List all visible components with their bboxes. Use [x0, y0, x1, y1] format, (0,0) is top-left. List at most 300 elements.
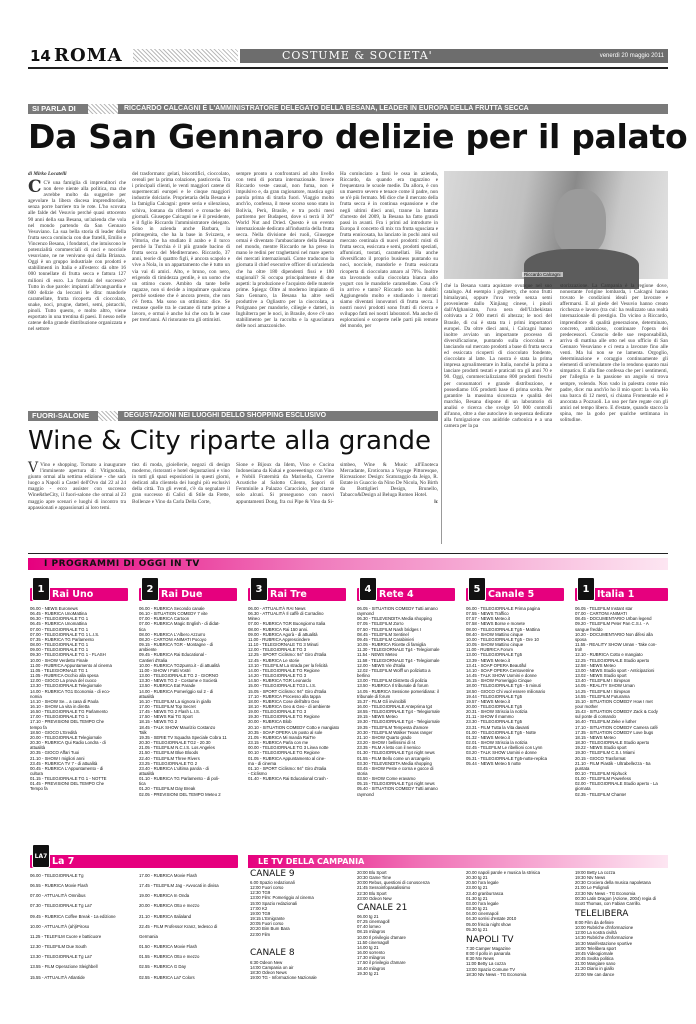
- schedule-item: 17.10 - RUBRICA Processo alla tappa: [248, 693, 321, 699]
- schedule-item: 01.40 - RUBRICA Rai Educational Crash -: [248, 776, 329, 782]
- schedule-item: 11.00 - RUBRICA Appuntamento al cinema: [30, 662, 112, 668]
- schedule-item: 07.57 - NEWS Meteo.it: [466, 616, 510, 622]
- schedule-item: 15.00 - TELEGIORNALE TG3 L.I.S.: [248, 683, 317, 689]
- schedule-telelibera: [575, 920, 668, 977]
- schedule-item: 06.55 - RUBRICA Movie Flash: [30, 883, 89, 889]
- schedule-item: 14.05 - RUBRICA Sessione pomeridiana: il: [357, 688, 439, 694]
- schedule-item: 00.10 - TELEFILM Nip/tuck: [575, 771, 627, 776]
- schedule-item: 13.00 - TELEGIORNALE TG 2 - GIORNO: [139, 673, 219, 679]
- rete4-logo: 4: [359, 577, 377, 601]
- schedule-item: 03.50 - SHOW Come eravamo: [357, 776, 416, 782]
- schedule-item: 23.20 - SHOW I bellissimi di r4: [357, 740, 416, 746]
- schedule-item: 06.05 - SITUATION COMEDY Tutti amano: [357, 606, 438, 611]
- schedule-item: 08.40 - SHOW Mattino cinque: [466, 631, 524, 637]
- schedule-item: 20.00 - RUBRICA Otto e mezzo: [139, 903, 200, 909]
- schedule-item: 08.20 - CARTONI ANIMATI Pocoyo: [139, 636, 207, 642]
- schedule-item: 21:00 Mangiare sano: [575, 961, 616, 967]
- schedule-item: 12.00 - NEWS Vie d'Italia: [357, 662, 406, 668]
- schedule-item: 19.00 - RUBRICA In Onda: [139, 893, 190, 899]
- rai3-logo: 3: [250, 577, 268, 601]
- schedule-item: 10.20 - DOCUMENTARIO Non difesi alla: [575, 631, 653, 637]
- schedule-item: 03.00 l'ora legale: [466, 900, 499, 906]
- channel-name-rai1: Rai Uno: [52, 589, 94, 600]
- article1-headline: Da San Gennaro delizie per il palato: [28, 117, 688, 156]
- schedule-item: 23.25 - TELEGIORNALE TG 2: [139, 760, 198, 766]
- schedule-item: 13.02 - NEWS Studio sport: [575, 673, 627, 679]
- canale8-title: CANALE 8: [250, 948, 295, 958]
- schedule-item: 20.35 - GIOCO Affari Tuoi: [30, 750, 80, 756]
- schedule-item: 18.00 - TELEGIORNALE Tg5 - 5 minuti: [466, 683, 541, 689]
- schedule-item: 20:30 Game Time: [357, 875, 392, 881]
- schedule-item: 20.50 l'ora legale: [466, 880, 499, 886]
- schedule-item: 14.10 - SHOW Se... a casa di Paola: [30, 698, 99, 704]
- schedule-item: 20.30 - TELEGIORNALE TG2 - 20.30: [139, 740, 211, 746]
- schedule-item: 06.00 - TELEGIORNALE Prima pagina: [466, 606, 540, 611]
- schedule-item: 18.40 milagros: [357, 965, 386, 971]
- schedule-item: 02.55 - RUBRICA La7 Colors: [139, 974, 195, 980]
- schedule-item: 05.44 - NEWS Meteo 5 notte: [466, 760, 521, 766]
- schedule-item: 21.10 - SHOW I migliori anni: [30, 755, 85, 761]
- schedule-item: 17.10 - SITUATION COMEDY Camera café: [575, 724, 658, 730]
- schedule-item: 20.10 - SITUATION COMEDY Cotto e mangiato: [248, 724, 340, 730]
- dropcap: C: [28, 177, 42, 197]
- schedule-item: 17.30 milagros: [357, 955, 386, 961]
- schedule-item: 11.10 - TELEGIORNALE TG 3 Minuti: [248, 642, 319, 648]
- schedule-item: 08.15 milagros: [357, 929, 386, 935]
- schedule-item: 01.50 - RUBRICA Movie Flash: [139, 944, 198, 950]
- schedule-item: 11.54 - NEWS Meteo: [357, 652, 398, 658]
- schedule-item: 20:00 Blu Sport: [357, 870, 387, 875]
- schedule-item: Germania: [139, 933, 158, 939]
- schedule-item: 19.35 - TELEFILM Tempesta d'amore: [357, 724, 429, 730]
- schedule-item: 02.35 - TELEFILM Chante!: [575, 791, 627, 797]
- schedule-item: 01.10 - SPORT Ciclismo: 94° Giro d'Italia: [248, 765, 327, 771]
- schedule-item: 00:30 Latin Dragon (Azione, 2004) regia di: [575, 895, 656, 901]
- schedule-item: 19:00 TG - Informazione Nazionale: [250, 975, 317, 981]
- schedule-item: 20.00 - TELEGIORNALE Telegiornale: [30, 734, 102, 740]
- channel-name-la7: La 7: [52, 856, 75, 867]
- channel-name-rai3: Rai Tre: [270, 589, 307, 600]
- schedule-item: Tempo fa: [30, 786, 48, 792]
- schedule-item: 13.00 - TELEFILM Distretto di polizia: [357, 678, 428, 684]
- schedule-item: 18.30 - TELEGIORNALE Studio aperto: [575, 740, 650, 746]
- schedule-item: 12:00 Fuori corso: [250, 885, 284, 891]
- schedule-item: 17.00 - RUBRICA Movie Flash: [139, 873, 198, 878]
- schedule-item: 18.55 - TELEGIORNALE Tg4 - Telegiornale: [357, 709, 440, 715]
- schedule-item: 07.00 - RUBRICA Cartoon: [139, 616, 190, 622]
- italia1-logo: 1: [577, 577, 595, 601]
- schedule-item: 8:00 Il pollo in panarola: [466, 951, 511, 957]
- schedule-item: 20.30 tg 21: [466, 875, 488, 881]
- article2-kicker-label: FUORI-SALONE: [32, 411, 90, 420]
- schedule-item: 11.00 - SHOW I Fatti Vostri: [139, 667, 191, 673]
- schedule-item: 23.30 - TELEGIORNALE Tg5: [466, 719, 522, 725]
- schedule-item: 23.15 - RUBRICA Parla con me: [248, 740, 309, 746]
- schedule-item: - Ciclismo: [248, 771, 267, 776]
- campania-title: LE TV DELLA CAMPANIA: [258, 857, 365, 866]
- photo-head: [554, 189, 606, 255]
- schedule-item: 14.50 - RUBRICA TGR Leonardo: [248, 678, 312, 684]
- article2-col4-text: simbeo, Wine & Music all'Enoteca Mercadante, Eroticorna a Voyage Pittoresque, Ricreazione: Design: Scaturaggio da Jeigo, R. Estate in Guaccio da Nino De Nicola, No Birth da Bottiglieri Design, Brunello, Tabacco&Design al Beluga Romeo Hotel.: [340, 462, 438, 499]
- schedule-item: 20:45 Svolta politica: [575, 956, 614, 962]
- article2-col4: [340, 462, 438, 544]
- photo-caption: Riccardo Calcagni: [524, 272, 561, 277]
- article2-kicker-bar: [28, 411, 438, 421]
- schedule-item: 11.55 - REALITY SHOW Uman - Take con-: [575, 642, 657, 648]
- article1-photo: [444, 171, 668, 279]
- schedule-campania-col2: [357, 870, 457, 901]
- schedule-item: 18.00 - RUBRICA Cose dell'altro Geo: [248, 698, 320, 704]
- schedule-item: 00.45 - RUBRICA L'Appuntamento - di: [30, 765, 104, 771]
- schedule-item: 06.30 - TELEVENDITA Media shopping: [357, 616, 432, 622]
- schedule-item: 07.50 - TELEFILM Nash bridges I: [357, 626, 421, 632]
- napolitv-title: NAPOLI TV: [466, 935, 514, 945]
- schedule-item: 18:30 Odeon News: [250, 970, 287, 976]
- schedule-item: 23.40 granburrasca: [466, 890, 504, 896]
- schedule-item: 19:00 Betty La cozza: [575, 870, 616, 875]
- schedule-rai1: [30, 606, 134, 792]
- channel-name-rete4: Rete 4: [379, 589, 414, 600]
- schedule-item: trol!: [575, 647, 583, 653]
- schedule-item: tica: [139, 781, 146, 787]
- schedule-item: 02.55 - RUBRICA G Day: [139, 964, 187, 970]
- canale21-title: CANALE 21: [357, 903, 408, 913]
- schedule-item: 19.57 - NEWS Meteo.it: [466, 698, 510, 704]
- tv-section-title: I PROGRAMMI DI OGGI IN TV: [44, 559, 200, 569]
- article1-col1-text: C'è una famiglia di imprenditori che non deve niente alla politica, ma che avrebbe molto da suggerire per agevolare la libera discesa imprenditoriale, senza porre barriere tra le rote. L'ho scovata alle falde del Vesuvio perché quasi ottocento 90 anni della sua Besana, un'azienda che vola nel mondo partendo da San Gennaro Vesuviano. La sua bella storia di leader della frutta secca comincia con due fratelli, Emilio e Vincenzo Besana, i fondatori, che intuiscono le potenzialità commerciali di noci e nocciole vesuviane, ne ne venivano qui dalla Brianza. Oggi è un gruppo industriale con prodotti e stabilimenti in Italia e all'estero: dà oltre 16 000 tonnellate di frutta secca e fattura 127 milioni di euro. La formula del successo? Tutto in due parole: impianti all'avanguardia e 600 delizie da leccarsi le dita: mandorle caramellate, frutta ricoperta di cioccolato, snake, noci, prugne, datteri, semi, pistacchi, pinoli. Tutto questo, e molto altro, viene esportato in una trentina di paesi. Il nesso nelle catene della grande distribuzione organizzata e nel settore: [28, 180, 126, 333]
- schedule-item: 18:30 Ntv News - TG Economia: [466, 971, 527, 977]
- schedule-canale9: [250, 880, 350, 937]
- schedule-item: 19.44 - TELEGIORNALE Tg5: [466, 693, 522, 699]
- schedule-item: 07.00 - TELEGIORNALE TG 1: [30, 626, 89, 632]
- schedule-item: 08.00 - RUBRICA Rai 150 anni.: [248, 626, 309, 632]
- article1-col6: storizzazione. La Campania è la regione dove, nonostante l'origine lombarda, i Calcagni hanno trovato le condizioni ideali per lavorare e affermarsi. E al piede del Vesuvio hanno creato ricchezza e lavoro (tra cui: ha realizzato una realtà internazionale di prestigio. Da vicino a Riccardo, imprenditore di qualità generazione, determinato, concreto, ambizioso, continuare l'opera dei predecessori. Conscio delle sue responsabilità, arriva di mattina alle otto nel suo ufficio di San Gennaro Vesuviano e ci resta a lavorare fino alle venti. Ma lui non se ne lamenta. Orgoglio, determinazione e coraggio continuamente gli elementi di un'emulatore che lo rendono quanto mai simpatico. E alla fine confessa che per i sentimenti, per l'allegria e la passione un angolo si trova sempre, volendo. Non vado in palestra come mio padre, dice: ma anch'io ho il mio sport: la vela. Ho una barca di 12 metri, si chiama Fromentale ed è ancorata a Pozzuoli. Lo uso per fare regate con gli amici nel tempo libero. E d'estate, quando stacco la spina, me la godo per qualche settimana in solitudine.: [560, 283, 668, 424]
- schedule-item: 13.50 - RUBRICA Il tribunale di forum: [357, 683, 429, 689]
- schedule-item: 19.00 - TELEGIORNALE TG 3: [248, 709, 307, 715]
- schedule-item: 19.30 tg 21: [357, 970, 379, 976]
- schedule-item: 21.50 - TELEFILM Blue Bloods: [139, 750, 199, 756]
- schedule-item: 13.50 - RUBRICA Eat Parade: [139, 683, 196, 689]
- schedule-item: 01.45 - PREVISIONI DEL TEMPO Che: [30, 781, 105, 787]
- schedule-item: sposa: [575, 636, 587, 642]
- schedule-item: 13.30 - NEWS TG 2 - Costume e Società: [139, 678, 218, 684]
- schedule-item: 07.00 - ATTUALITÀ Omnibus: [30, 893, 86, 899]
- schedule-item: puntata: [575, 765, 590, 771]
- schedule-item: 8:30 Ntv News: [466, 956, 494, 962]
- schedule-item: 22:00 Film: [250, 931, 271, 937]
- schedule-item: 12.00 - GIOCO La prova del cuoco: [30, 678, 97, 684]
- article2-col1-text: Vino e shopping. Tornato a inaugurare l'imminente apertura di: Vitignotalia, giunto ormai alla settima edizione - che sarà luogo a Napoli a Castel dell'Ovo dal 22 al 24 maggio - ecco assister con successo Wine&theCity, il fuori-salone che ormai al 23 maggio apre scenari e luoghi di incontro tra appassionati e appassionati ai loro temi.: [28, 462, 126, 511]
- schedule-item: giornata: [575, 786, 591, 792]
- schedule-item: 06.00 - TELEGIORNALE Tg: [30, 873, 84, 878]
- schedule-item: 09.45 - RUBRICA Rai Educational -: [139, 652, 207, 658]
- article2-signature: lc: [434, 498, 438, 505]
- schedule-canale5: [466, 606, 570, 766]
- schedule-item: 19:00 TG9: [250, 910, 271, 916]
- schedule-item: attualità: [139, 771, 155, 776]
- schedule-item: 18.15 - NEWS TG 2: [139, 719, 178, 725]
- schedule-item: 17.45 - NEWS TG 2 Flash L.I.S.: [139, 709, 201, 715]
- schedule-item: 06.00 tg 21: [357, 914, 379, 919]
- schedule-item: 00.00 - TELEGIORNALE TG 3 Linea notte: [248, 745, 329, 751]
- schedule-item: 20:30 Crociera della musica napoletana: [575, 880, 651, 886]
- schedule-item: Scott Thomas, con Fabian Carrillo.: [575, 900, 642, 906]
- article2-col1: [28, 462, 126, 544]
- schedule-item: 13.40 - TELEFILM I Simpson: [575, 678, 631, 684]
- schedule-item: 04.00 cinemapoli: [466, 911, 499, 917]
- schedule-item: 18:00 Telelibera sport: [575, 945, 617, 951]
- schedule-item: 21.10 - RUBRICA Italialand: [139, 913, 192, 919]
- schedule-item: 17.50 il privilegio d'amare: [357, 960, 406, 966]
- schedule-item: 08.00 - TELEGIORNALE Tg5 - Mattina: [466, 626, 540, 632]
- schedule-item: 06.30 - TELEGIORNALE TG 1: [30, 616, 89, 622]
- schedule-item: 09.00 - RUBRICA Agorà - di attualità: [248, 631, 318, 637]
- schedule-item: 22.45 - FILM Professor Kranz, tedesco di: [139, 923, 218, 929]
- header-date: venerdì 20 maggio 2011: [599, 53, 664, 59]
- schedule-item: 06.45 - RUBRICA Unomattina: [30, 621, 87, 627]
- la7-logo: LA7: [32, 844, 50, 868]
- schedule-item: 15.10 - SITUATION COMEDY How I met: [575, 698, 653, 704]
- schedule-item: 14.05 - REALITY SHOW Uman: [575, 683, 635, 689]
- article1-col4: Ha cominciato a farsi le ossa in azienda, Riccardo, da quando era ragazzino e frequentava le scuole medie. Da allora, è con un maestro severo e tenace come il padre, non se n'è più fermato. Mi dice che il mercato della frutta secca è in continua espansione e che negli ultimi dieci anni, tranne la battuta d'arresto del 2009, la Besana ha fatto grandi passi in avanti. Fra i primi ad introdurre in Europa il concetto di mix tra frutta sgusciata e frutta ennicosata, ha lanciato in pochi anni sul mercato centinaia di nuovi prodotti: misti di frutta secca, essiccata e semi, prodotti speziati, affumicati, tostati, caramellati. Ha anche diversificato il proprio business puntando su noci, nocciole, mandorle e frutta essiccata ricoperta di cioccolato amaro al 70%. Inoltre sta lavorando sulla cioccolata bianca allo yogurt con le mandorle caramellate. Cosa c'è in arrivo e tanto? Riccardo non ha dubbi: Aggiungendo molto e studiando i mercati siamo diventati innovatori di frutta secca. I nostri nuovi prodotti sono frutti di ricerca e sviluppo fatti nei nostri laboratori. Ma anche di esplorazioni e scoperte nelle parti più remote del mondo, per: [340, 171, 438, 330]
- schedule-item: 07.35 - RUBRICA TG Parlamento: [30, 636, 94, 642]
- schedule-item: 14.25 - TELEFILM I Simpson: [575, 688, 631, 694]
- schedule-item: 06.00 - ATTUALITÀ RAI News: [248, 606, 306, 611]
- schedule-item: 21.10 - FILM Piastik - Ultrabellezza - 5a: [575, 760, 651, 766]
- schedule-item: berlino: [357, 673, 370, 679]
- schedule-item: 14.00 - RUBRICA Pomeriggio sul 2 - di: [139, 688, 214, 694]
- schedule-item: 15.05 - SPORT Ciclismo: 94° Giro d'Italia: [248, 688, 327, 694]
- schedule-item: 21:45 Sessoinfopasalissimo: [357, 885, 411, 891]
- schedule-canale8: [250, 960, 350, 981]
- schedule-item: 21.05 - TELEFILM N.C.I.S. Los Angeles: [139, 745, 215, 751]
- schedule-item: 01.30 - TELEGIORNALE Tg4 night news: [357, 750, 435, 756]
- schedule-item: 01.30 tg 21: [466, 895, 488, 901]
- schedule-item: 22.40 - TELEFILM Three Rivers: [139, 755, 200, 761]
- section-name: ROMA: [54, 45, 123, 66]
- schedule-item: 7:30 Camper Magazine: [466, 946, 511, 951]
- schedule-item: 14.00 tg 21: [357, 944, 379, 950]
- schedule-item: tempo fa: [30, 724, 47, 730]
- article2-headline: Wine & City riparte alla grande: [28, 426, 432, 456]
- header-hatch: [133, 49, 238, 62]
- schedule-item: 17.50 - NEWS Rai TG Sport: [139, 714, 193, 720]
- schedule-item: 03.30 - TELEVENDITA Media shopping: [357, 760, 432, 766]
- schedule-item: cultura: [30, 771, 43, 776]
- rai1-logo: 1: [32, 577, 50, 601]
- schedule-item: 17.35 - SITUATION COMEDY Love bugs: [575, 729, 654, 735]
- schedule-item: 12.30 - TELEFILM Due South: [30, 944, 87, 950]
- schedule-item: 10.00 - SHOW Verdetto Finale: [30, 657, 89, 663]
- schedule-item: 03.45 - SHOW Peste e corna e gocce di: [357, 765, 434, 771]
- schedule-item: 12:00 La nostra civiltà: [575, 930, 617, 936]
- schedule-item: 02.05 - PREVISIONI DEL TEMPO Meteo 2: [139, 791, 221, 797]
- schedule-item: 07.25 cinemagoll: [357, 919, 390, 925]
- schedule-item: 09.20 - TELEFILM Peter Pan C.S.I. - A: [575, 621, 649, 627]
- schedule-item: Talk: [139, 729, 147, 735]
- schedule-item: 19:15 L'Emigrante: [250, 916, 285, 922]
- schedule-item: 05.00 friscia night show: [466, 921, 511, 927]
- schedule-item: 16.15 - SHOW Pomeriggio Cinque: [466, 678, 532, 684]
- schedule-item: 07.30 - TELEGIORNALE Tg La7: [30, 903, 92, 909]
- article1-byline: di Mirko Locatelli: [28, 171, 67, 177]
- schedule-item: 01.55 - FILM Bello come un arcangelo: [357, 755, 430, 761]
- schedule-item: 08.45 - DOCUMENTARIO Urban legend: [575, 616, 652, 622]
- schedule-item: 09.45 - TELEFILM Carabinieri: [357, 636, 414, 642]
- schedule-item: 04.30 sorrisi d'estate 2010: [466, 916, 517, 922]
- channel-bar-la7: [30, 855, 238, 868]
- schedule-item: 20.00 - RUBRICA Blob: [248, 719, 292, 725]
- schedule-item: 19.30 - TELEFILM C.S.I. Miami: [575, 750, 635, 756]
- schedule-item: 13.30 - TELEGIORNALE Telegiornale: [30, 683, 102, 689]
- schedule-item: 12:30 TG9: [250, 890, 271, 896]
- schedule-item: 15.55 - ATTUALITÀ Atlantide: [30, 974, 85, 980]
- schedule-item: 23:30 Ntv News - TG Economia: [575, 890, 636, 896]
- kicker-hatch: [88, 104, 118, 114]
- schedule-italia1: [575, 606, 668, 797]
- schedule-item: 16.10 - SHOW La vita in diretta: [30, 703, 90, 709]
- schedule-item: 16:30 Manifestazione sportive: [575, 940, 633, 946]
- schedule-item: 14.45 - TALK SHOW Uomini e donne: [466, 673, 537, 679]
- schedule-item: attualità: [30, 745, 46, 751]
- schedule-item: 17.00 - TELEGIORNALE TG 1: [30, 714, 89, 720]
- schedule-item: 11:00 Betty La cozza: [466, 961, 506, 967]
- schedule-item: 10.00 - ATTUALITÀ (ah)iPiroso: [30, 923, 90, 929]
- schedule-item: 23.45 - RUBRICA TV 7 - di attualità: [30, 760, 98, 766]
- schedule-item: 17.00 - TELEFILM Top Secret: [139, 703, 196, 709]
- schedule-item: sul ponte di comando: [575, 714, 616, 720]
- schedule-item: 22:30 Blu Sport: [357, 890, 387, 896]
- article1-kicker: RICCARDO CALCAGNI È L'AMMINISTRATORE DELEGATO DELLA BESANA, LEADER IN EUROPA DELLA FRUTTA SECCA: [124, 105, 529, 112]
- schedule-item: 12.25 - SPORT Ciclismo: 94° Giro d'Italia: [248, 652, 327, 658]
- schedule-item: 03.20 - TALK SHOW Uomini e donne: [466, 750, 537, 756]
- schedule-item: storia: [357, 771, 368, 776]
- rai2-logo: 2: [141, 577, 159, 601]
- schedule-item: 07.00 - CARTONI ANIMATI: [575, 611, 627, 617]
- schedule-item: 23.40 - RUBRICA L'ultima parola - di: [139, 765, 209, 771]
- schedule-item: 10:00 Rubriche d'informazione: [575, 925, 634, 931]
- schedule-item: 13.41 - SOAP OPERA Beautiful: [466, 662, 527, 668]
- schedule-item: 16.40 - TELEFILM Zeke e luther: [575, 719, 637, 725]
- schedule-item: 15.43 - SITUATION COMEDY Zack & Cody: [575, 709, 658, 715]
- schedule-item: your mother: [575, 703, 598, 709]
- tv-top-rule: [28, 553, 668, 554]
- schedule-item: 08.00 - TELEGIORNALE TG 1: [30, 642, 89, 648]
- schedule-item: 07.58 - NEWS Borse e monete: [466, 621, 525, 627]
- schedule-item: tica: [139, 626, 146, 632]
- schedule-item: 12.25 - TELEGIORNALE Studio aperto: [575, 657, 650, 663]
- schedule-item: 6:30 Odeon New: [250, 960, 283, 965]
- schedule-item: 13.10 - TELEFILM La strada per la felicità: [248, 662, 328, 668]
- schedule-item: 16.50 - TELEGIORNALE TG Parlamento: [30, 709, 108, 715]
- schedule-item: 20.00 napoli parole e musica la strisica: [466, 870, 541, 875]
- schedule-item: 11.25 - TELEFILM Cuore e batticuore: [30, 933, 102, 939]
- schedule-item: 14.00 - RUBRICA TG1 Economia - di eco-: [30, 688, 111, 694]
- schedule-item: 06.45 - RUBRICA UnoMattina: [30, 611, 87, 617]
- masthead: [28, 47, 668, 65]
- schedule-item: 08.45 - TELEFILM Sentinel: [357, 631, 409, 637]
- schedule-item: 09.00 - TELEGIORNALE TG 1: [30, 647, 89, 653]
- article1-col1: [28, 177, 126, 405]
- canale5-logo: 5: [468, 577, 486, 601]
- article1-kicker-label: SI PARLA DI: [32, 104, 76, 113]
- schedule-item: ma - di cinema: [248, 760, 277, 766]
- channel-name-italia1: Italia 1: [597, 589, 635, 600]
- schedule-item: 13:00 Spazio Comune TV: [466, 966, 516, 972]
- schedule-item: 17:00 K2: [250, 905, 268, 911]
- schedule-item: 23.31 - FILM Tutta la Vita davanti: [466, 724, 530, 730]
- schedule-item: 12.45 - RUBRICA Le storie: [248, 657, 300, 663]
- schedule-item: 21.10 - SHOW Quarto grado: [357, 734, 412, 740]
- schedule-item: ambiente: [139, 647, 157, 653]
- schedule-item: 01.32 - NEWS Meteo.it: [466, 734, 510, 740]
- schedule-item: 21:00 Le Polignoli: [575, 885, 610, 891]
- schedule-item: 05.31 - TELEGIORNALE Tg5-notte-replica: [466, 755, 548, 761]
- schedule-napolitv: [466, 946, 566, 977]
- schedule-item: 16.00 - TELEGIORNALE Anteprima tg4: [357, 703, 433, 709]
- schedule-item: 07.55 - NEWS Traffico: [466, 611, 509, 617]
- schedule-item: 11.05 - RUBRICA Occhio alla spesa: [30, 673, 99, 679]
- schedule-la7-col2: [139, 873, 243, 985]
- schedule-item: 23.35 - FILM A letto con il nemico: [357, 745, 421, 751]
- schedule-item: 10.05 - RUBRICA Ricette di famiglia: [357, 642, 426, 648]
- schedule-item: 10.05 - SHOW Mattino cinque: [466, 642, 524, 648]
- schedule-item: Mineo: [248, 616, 260, 622]
- schedule-item: attualità: [139, 693, 155, 699]
- schedule-item: 14:00 Campania on air: [250, 965, 294, 971]
- schedule-item: 02.01 - SHOW Striscia la notizia: [466, 740, 528, 746]
- schedule-item: tribunale di forum: [357, 693, 391, 699]
- schedule-item: 11.05 - TELEGIORNALE TG 1: [30, 667, 88, 673]
- dropcap-v: V: [28, 460, 39, 476]
- schedule-item: nomia: [30, 693, 42, 699]
- schedule-item: 06.10 - SITUATION COMEDY 7 vite: [139, 611, 208, 617]
- schedule-item: 01.00 - TELEFILM Powerless: [575, 776, 632, 782]
- schedule-campania-col4: [575, 870, 668, 906]
- schedule-item: 13:00 Film: Pomeriggio al cinema: [250, 895, 314, 901]
- schedule-item: 17.10 - PREVISIONI DEL TEMPO Che: [30, 719, 105, 725]
- schedule-item: 11.50 cinemagoll: [357, 939, 390, 945]
- schedule-item: 05.15 - TELEGIORNALE Tg4 night news: [357, 781, 435, 787]
- schedule-item: 09.45 - RUBRICA Coffee Break - 1a edizione: [30, 913, 116, 919]
- schedule-item: 13.39 - NEWS Meteo.it: [466, 657, 510, 663]
- schedule-item: 19.30 - TELEGIORNALE Tg4 - Telegiornale: [357, 719, 440, 725]
- schedule-item: raymond: [357, 611, 374, 617]
- schedule-item: 16.10 - TELEFILM La signora in giallo: [139, 698, 212, 704]
- canale9-title: CANALE 9: [250, 869, 295, 879]
- schedule-item: 12.10 - RUBRICA Cotto e mangiato: [575, 652, 643, 658]
- schedule-item: 07.40 lomeo: [357, 924, 381, 930]
- schedule-item: 20.00 - TELEGIORNALE Tg5: [466, 703, 522, 709]
- schedule-item: 01.15 - TELEGIORNALE TG 1 - NOTTE: [30, 776, 107, 782]
- schedule-la7-col1: [30, 873, 134, 985]
- schedule-item: 21.05 - RUBRICA Mi manda RaiTre: [248, 734, 316, 740]
- schedule-item: 15:00 Spazio redazionali: [250, 900, 298, 906]
- schedule-item: 09.30 - TELEGIORNALE TG 1 - FLASH: [30, 652, 106, 658]
- schedule-item: 12.02 - TELEFILM Wolff un poliziotto a: [357, 667, 431, 673]
- schedule-item: 20.35 - SOAP OPERA Un posto al sole: [248, 729, 323, 735]
- schedule-item: 02.45 - TELEFILM Le ribellioni con Lynn: [466, 745, 543, 751]
- article2-col3: Sione e Bijoux da Idem, Vino e Cucina Indonesiana da Kukai e gooeeeetings con Vino e Nobili Fraternità da Marinella, Caverne Acustiche al Salotto Cilento, Sapori di Femminile a Palazzo Caracciolo, per citarne solo alcuni. Si proseguono con nuovi appuntamenti Dong, fra cui Pipe & Vino da Si-: [236, 462, 334, 505]
- schedule-item: 21:20 Diario in giallo: [575, 966, 614, 972]
- schedule-item: sangue freddo: [575, 626, 603, 632]
- schedule-item: 02.00 - TELEGIORNALE Studio aperto - La: [575, 781, 658, 787]
- schedule-item: 07.05 - TELEFILM Zorro: [357, 621, 404, 627]
- schedule-item: 16.00 sorrento: [357, 950, 385, 956]
- article2-col2: tiez di moda, gioiellerie, negozi di design moderno, ristoranti e hotel degustazioni e vino in tutti gli spazi esposizioni in questi giorni, dedicati alla clientela dei luoghi più esclusivi della città. Tra gli eventi, c'è da segnalare il gran successo di Calici di Stile da Frette, Bollenze e Vino da Carla Della Corte,: [132, 462, 230, 505]
- schedule-item: 13.55 - FILM Operazione Sleighbell: [30, 964, 98, 970]
- schedule-item: 05.30 tg 21: [466, 926, 488, 932]
